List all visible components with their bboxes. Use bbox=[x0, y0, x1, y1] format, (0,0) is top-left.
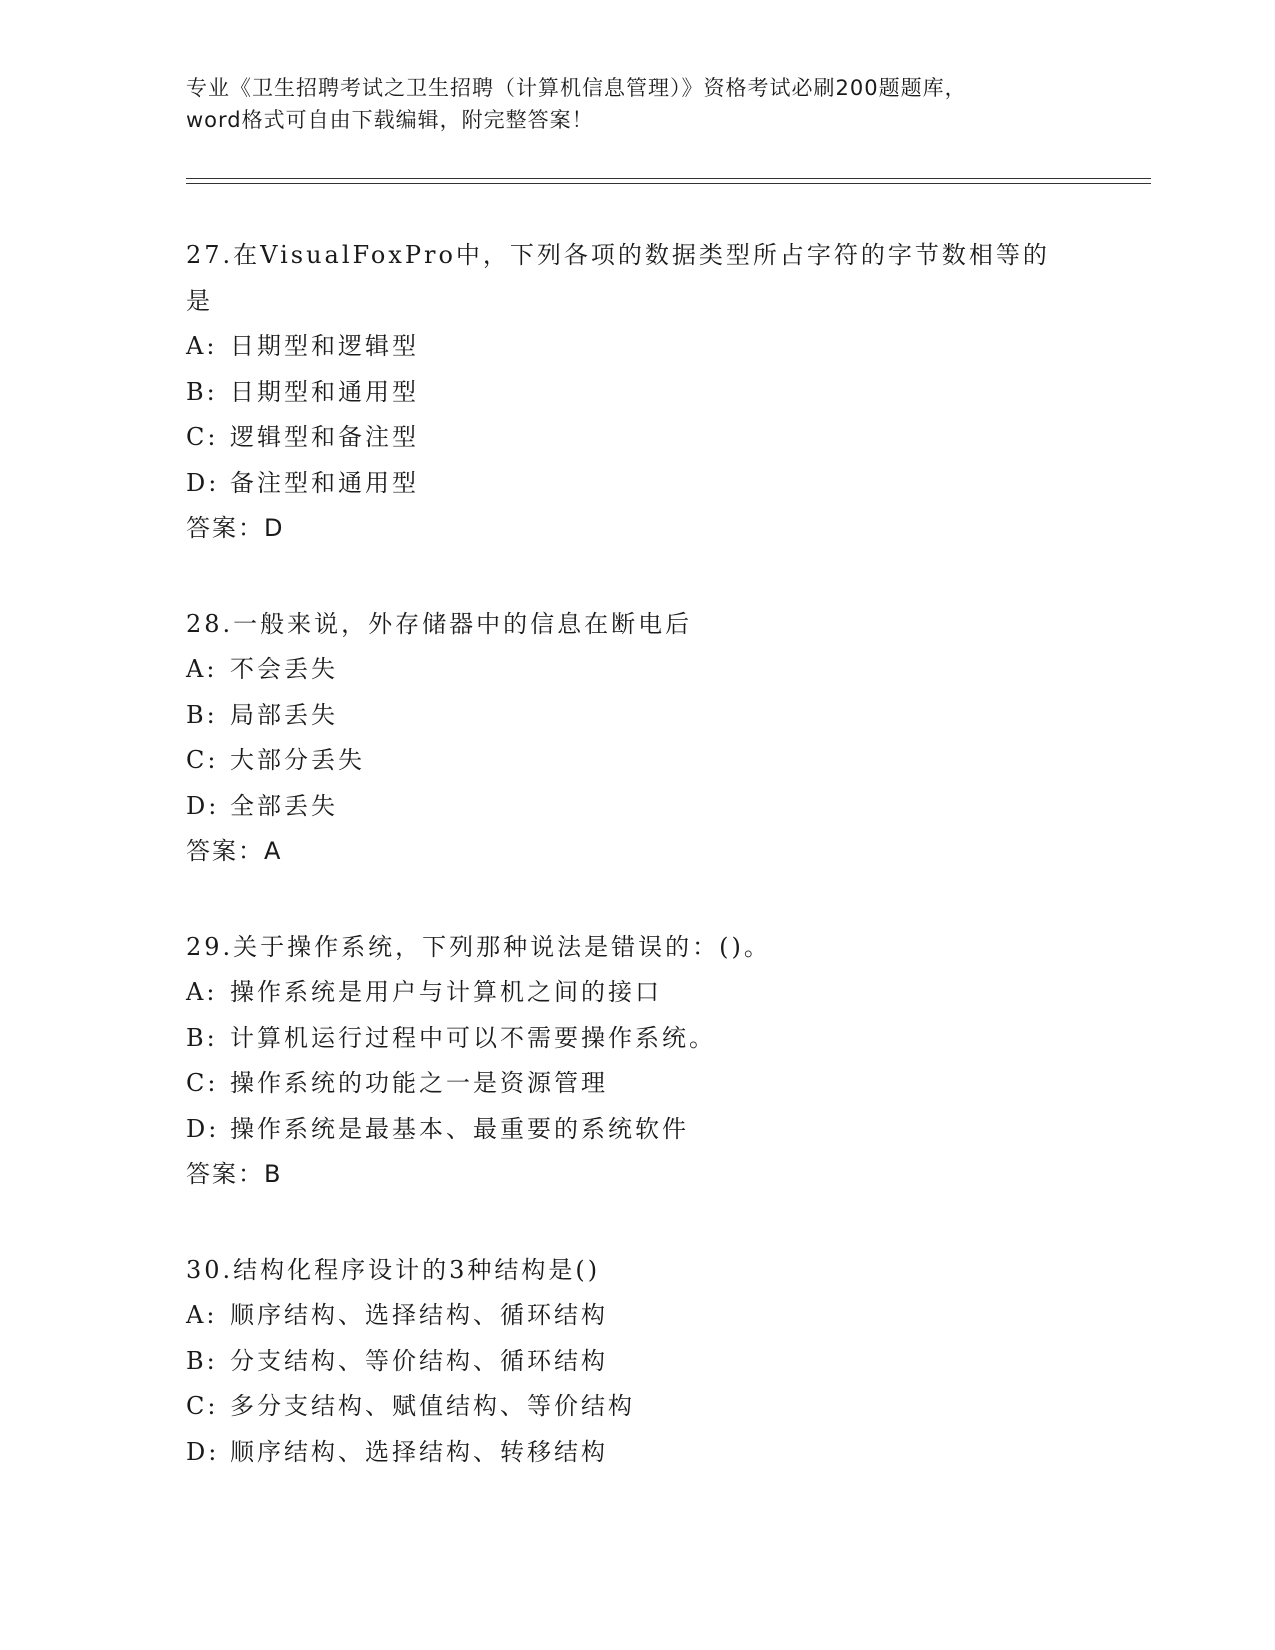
option-d bbox=[186, 1107, 1086, 1153]
option-key: D: bbox=[186, 1114, 220, 1143]
option-key: D: bbox=[186, 1437, 220, 1466]
option-c bbox=[186, 415, 1086, 461]
option-text: 大部分丢失 bbox=[230, 746, 365, 774]
option-text: 操作系统是用户与计算机之间的接口 bbox=[230, 978, 662, 1006]
option-c bbox=[186, 1384, 1086, 1430]
question-27 bbox=[186, 233, 1086, 552]
header-divider-bottom bbox=[186, 183, 1151, 184]
question-list bbox=[186, 233, 1086, 1525]
option-c bbox=[186, 1061, 1086, 1107]
option-text: 顺序结构、选择结构、转移结构 bbox=[230, 1437, 608, 1466]
option-key: B: bbox=[186, 700, 218, 729]
option-text: 日期型和通用型 bbox=[230, 377, 419, 406]
option-text: 逻辑型和备注型 bbox=[230, 423, 419, 451]
option-key: A: bbox=[186, 978, 218, 1006]
option-key: C: bbox=[186, 423, 219, 451]
answer: 答案：D bbox=[186, 514, 285, 542]
header-line-1: 专业《卫生招聘考试之卫生招聘（计算机信息管理）》资格考试必刷200题题库， bbox=[186, 76, 967, 100]
option-key: B: bbox=[186, 377, 218, 406]
option-text: 日期型和逻辑型 bbox=[230, 332, 419, 360]
option-d bbox=[186, 1430, 1086, 1476]
option-key: A: bbox=[186, 332, 218, 360]
option-a bbox=[186, 647, 1086, 693]
question-28 bbox=[186, 602, 1086, 875]
option-d bbox=[186, 784, 1086, 830]
option-key: C: bbox=[186, 1392, 219, 1420]
option-key: D: bbox=[186, 791, 220, 820]
option-text: 多分支结构、赋值结构、等价结构 bbox=[230, 1392, 635, 1420]
option-b bbox=[186, 693, 1086, 739]
question-29 bbox=[186, 925, 1086, 1198]
option-text: 不会丢失 bbox=[230, 655, 338, 683]
option-text: 操作系统的功能之一是资源管理 bbox=[230, 1069, 608, 1097]
option-a bbox=[186, 324, 1086, 370]
option-c bbox=[186, 738, 1086, 784]
answer: 答案：B bbox=[186, 1160, 283, 1188]
option-key: B: bbox=[186, 1023, 218, 1052]
option-key: C: bbox=[186, 746, 219, 774]
header-divider-top bbox=[186, 178, 1151, 179]
option-b bbox=[186, 370, 1086, 416]
question-text: 30.结构化程序设计的3种结构是() bbox=[186, 1255, 601, 1284]
option-key: B: bbox=[186, 1346, 218, 1375]
option-a bbox=[186, 1293, 1086, 1339]
option-text: 局部丢失 bbox=[230, 700, 338, 729]
document-header bbox=[186, 72, 1086, 136]
question-30 bbox=[186, 1248, 1086, 1476]
option-text: 操作系统是最基本、最重要的系统软件 bbox=[230, 1114, 689, 1143]
option-text: 全部丢失 bbox=[230, 791, 338, 820]
question-text: 28.一般来说，外存储器中的信息在断电后 bbox=[186, 609, 693, 638]
option-key: D: bbox=[186, 468, 220, 497]
option-text: 备注型和通用型 bbox=[230, 468, 419, 497]
header-line-2: word格式可自由下载编辑，附完整答案！ bbox=[186, 108, 594, 132]
answer: 答案：A bbox=[186, 837, 283, 865]
option-key: C: bbox=[186, 1069, 219, 1097]
option-b bbox=[186, 1339, 1086, 1385]
option-text: 分支结构、等价结构、循环结构 bbox=[230, 1346, 608, 1375]
option-key: A: bbox=[186, 655, 218, 683]
option-text: 顺序结构、选择结构、循环结构 bbox=[230, 1301, 608, 1329]
option-a bbox=[186, 970, 1086, 1016]
option-b bbox=[186, 1016, 1086, 1062]
option-key: A: bbox=[186, 1301, 218, 1329]
question-text: 27.在VisualFoxPro中，下列各项的数据类型所占字符的字节数相等的是 bbox=[186, 241, 1050, 315]
question-text: 29.关于操作系统，下列那种说法是错误的：()。 bbox=[186, 932, 771, 961]
option-d bbox=[186, 461, 1086, 507]
option-text: 计算机运行过程中可以不需要操作系统。 bbox=[230, 1023, 716, 1052]
